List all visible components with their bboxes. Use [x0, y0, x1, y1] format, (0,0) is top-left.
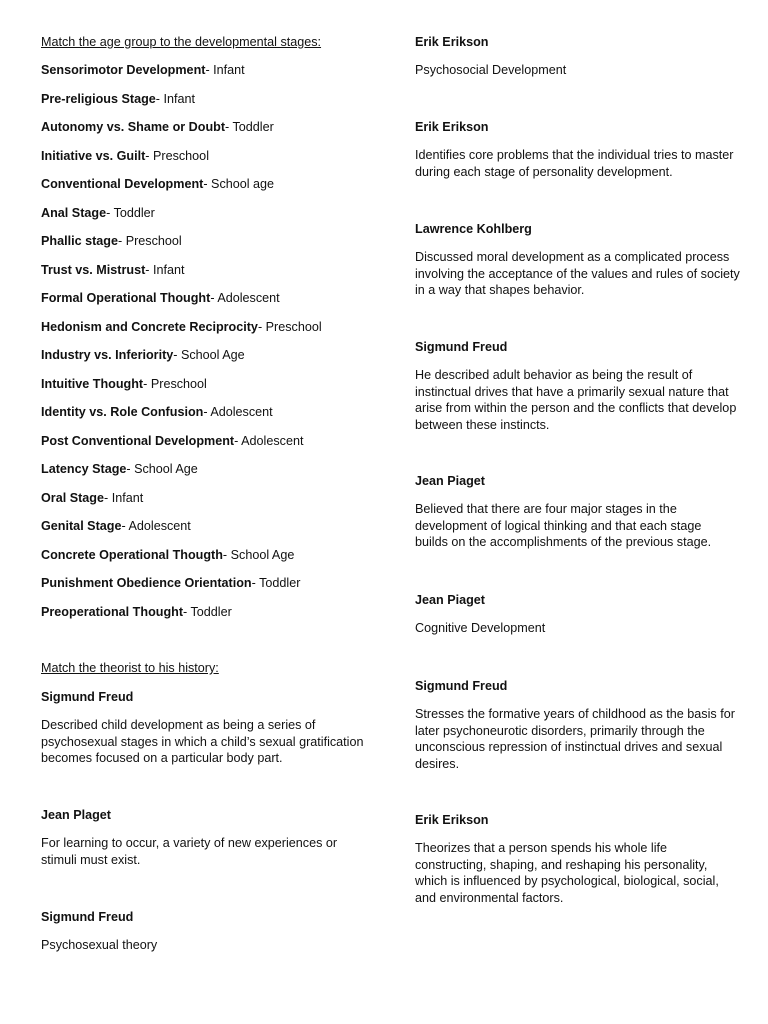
stage-name: Intuitive Thought — [41, 376, 144, 391]
theorist-name: Erik Erikson — [415, 35, 489, 49]
stage-name: Conventional Development — [41, 177, 204, 191]
stage-name: Formal Operational Thought — [41, 291, 211, 305]
stage-name: Sensorimotor Development — [41, 63, 206, 77]
stage-row: Trust vs. Mistrust- Infant — [41, 262, 185, 277]
stage-row: Conventional Development- School age — [41, 177, 275, 191]
stage-row: Formal Operational Thought- Adolescent — [41, 291, 280, 305]
stage-age: Infant — [111, 490, 144, 505]
theorist-description: Believed that there are four major stages in the development of logical thinking and that each stage builds on the accomplishments of the previous stage. — [415, 502, 712, 549]
theorist-name: Sigmund Freud — [41, 910, 134, 924]
stage-row: Genital Stage- Adolescent — [41, 519, 191, 533]
stage-row: Autonomy vs. Shame or Doubt- Toddler — [41, 120, 274, 134]
stage-row: Punishment Obedience Orientation- Toddler — [41, 576, 301, 590]
stage-age: School Age — [134, 462, 198, 476]
stage-age: School Age — [180, 348, 245, 362]
stage-name: Preoperational Thought — [41, 604, 184, 619]
stage-age: Infant — [213, 63, 245, 77]
stage-name: Identity vs. Role Confusion — [41, 405, 204, 419]
stage-age: Adolescent — [210, 405, 273, 419]
stage-name: Industry vs. Inferiority — [41, 348, 174, 362]
theorist-name: Erik Erikson — [415, 120, 489, 134]
stage-row: Concrete Operational Thougth- School Age — [41, 547, 295, 562]
stage-age: Toddler — [259, 576, 301, 590]
stage-row: Anal Stage- Toddler — [41, 205, 155, 220]
stage-age: Infant — [163, 91, 195, 106]
theorist-name: Jean Piaget — [415, 474, 485, 488]
stage-row: Latency Stage- School Age — [41, 462, 198, 476]
stage-row: Preoperational Thought- Toddler — [41, 604, 232, 619]
stage-name: Concrete Operational Thougth — [41, 547, 223, 562]
theorist-description: For learning to occur, a variety of new experiences or stimuli must exist. — [41, 836, 338, 867]
stage-row: Hedonism and Concrete Reciprocity- Preschool — [41, 319, 322, 334]
stage-name: Anal Stage — [41, 205, 107, 220]
theorist-description: Psychosexual theory — [41, 938, 158, 952]
theorist-description: Stresses the formative years of childhood as the basis for later psychoneurotic disorders, primarily through the unconscious repression of instinctual drives and sexual desires. — [415, 707, 735, 771]
stage-name: Punishment Obedience Orientation — [41, 576, 252, 590]
stage-row: Identity vs. Role Confusion- Adolescent — [41, 405, 273, 419]
stage-row: Post Conventional Development- Adolescent — [41, 433, 304, 448]
stage-age: Toddler — [113, 205, 155, 220]
theorist-name: Erik Erikson — [415, 813, 489, 827]
stage-name: Trust vs. Mistrust — [41, 262, 146, 277]
stage-name: Autonomy vs. Shame or Doubt — [41, 120, 226, 134]
stage-age: School age — [211, 177, 275, 191]
stage-age: Toddler — [232, 120, 274, 134]
theorist-description: Described child development as being a series of psychosexual stages in which a child’s sexual gratification becomes focused on a particular body part. — [41, 718, 364, 765]
stage-age: Adolescent — [241, 433, 304, 448]
stage-name: Initiative vs. Guilt — [41, 148, 146, 163]
stage-name: Pre-religious Stage — [41, 91, 156, 106]
theorist-description: Cognitive Development — [415, 621, 546, 635]
stage-age: Infant — [152, 262, 185, 277]
stage-name: Post Conventional Development — [41, 433, 235, 448]
stage-age: School Age — [230, 547, 295, 562]
theorist-name: Sigmund Freud — [415, 340, 508, 354]
theorist-name: Lawrence Kohlberg — [415, 222, 532, 236]
stage-age: Preschool — [125, 234, 182, 248]
stage-row: Industry vs. Inferiority- School Age — [41, 348, 245, 362]
theorist-description: Theorizes that a person spends his whole life constructing, shaping, and reshaping his personality, which is influenced by psychological, biological, social, and environmental factors. — [415, 841, 719, 905]
stage-age: Preschool — [265, 319, 322, 334]
theorist-description: He described adult behavior as being the result of instinctual drives that have a primarily sexual nature that arise from within the person and the conflicts that develop between these instincts. — [415, 368, 737, 432]
stage-row: Oral Stage- Infant — [41, 490, 144, 505]
stage-row: Intuitive Thought- Preschool — [41, 376, 207, 391]
stage-name: Hedonism and Concrete Reciprocity — [41, 319, 258, 334]
stage-row: Phallic stage- Preschool — [41, 234, 182, 248]
stage-row: Sensorimotor Development- Infant — [41, 63, 245, 77]
theorist-description: Psychosocial Development — [415, 63, 567, 77]
section-heading-theorist-history: Match the theorist to his history: — [41, 661, 219, 675]
theorist-description: Identifies core problems that the individual tries to master during each stage of personality development. — [415, 148, 734, 179]
section-heading-age-groups: Match the age group to the developmental stages: — [41, 35, 322, 49]
stage-name: Genital Stage — [41, 519, 122, 533]
stage-age: Adolescent — [128, 519, 191, 533]
stage-row: Initiative vs. Guilt- Preschool — [41, 148, 209, 163]
theorist-name: Sigmund Freud — [41, 690, 134, 704]
stage-age: Preschool — [150, 376, 207, 391]
stage-age: Adolescent — [217, 291, 280, 305]
stage-name: Phallic stage — [41, 234, 118, 248]
stage-name: Oral Stage — [41, 490, 104, 505]
theorist-description: Discussed moral development as a complicated process involving the acceptance of the values and rules of society in a way that shapes behavior. — [415, 250, 740, 297]
stage-row: Pre-religious Stage- Infant — [41, 91, 195, 106]
stage-age: Preschool — [152, 148, 209, 163]
theorist-name: Jean Piaget — [415, 593, 485, 607]
theorist-name: Sigmund Freud — [415, 679, 508, 693]
stage-age: Toddler — [190, 604, 232, 619]
stage-name: Latency Stage — [41, 462, 127, 476]
theorist-name: Jean Plaget — [41, 808, 111, 822]
